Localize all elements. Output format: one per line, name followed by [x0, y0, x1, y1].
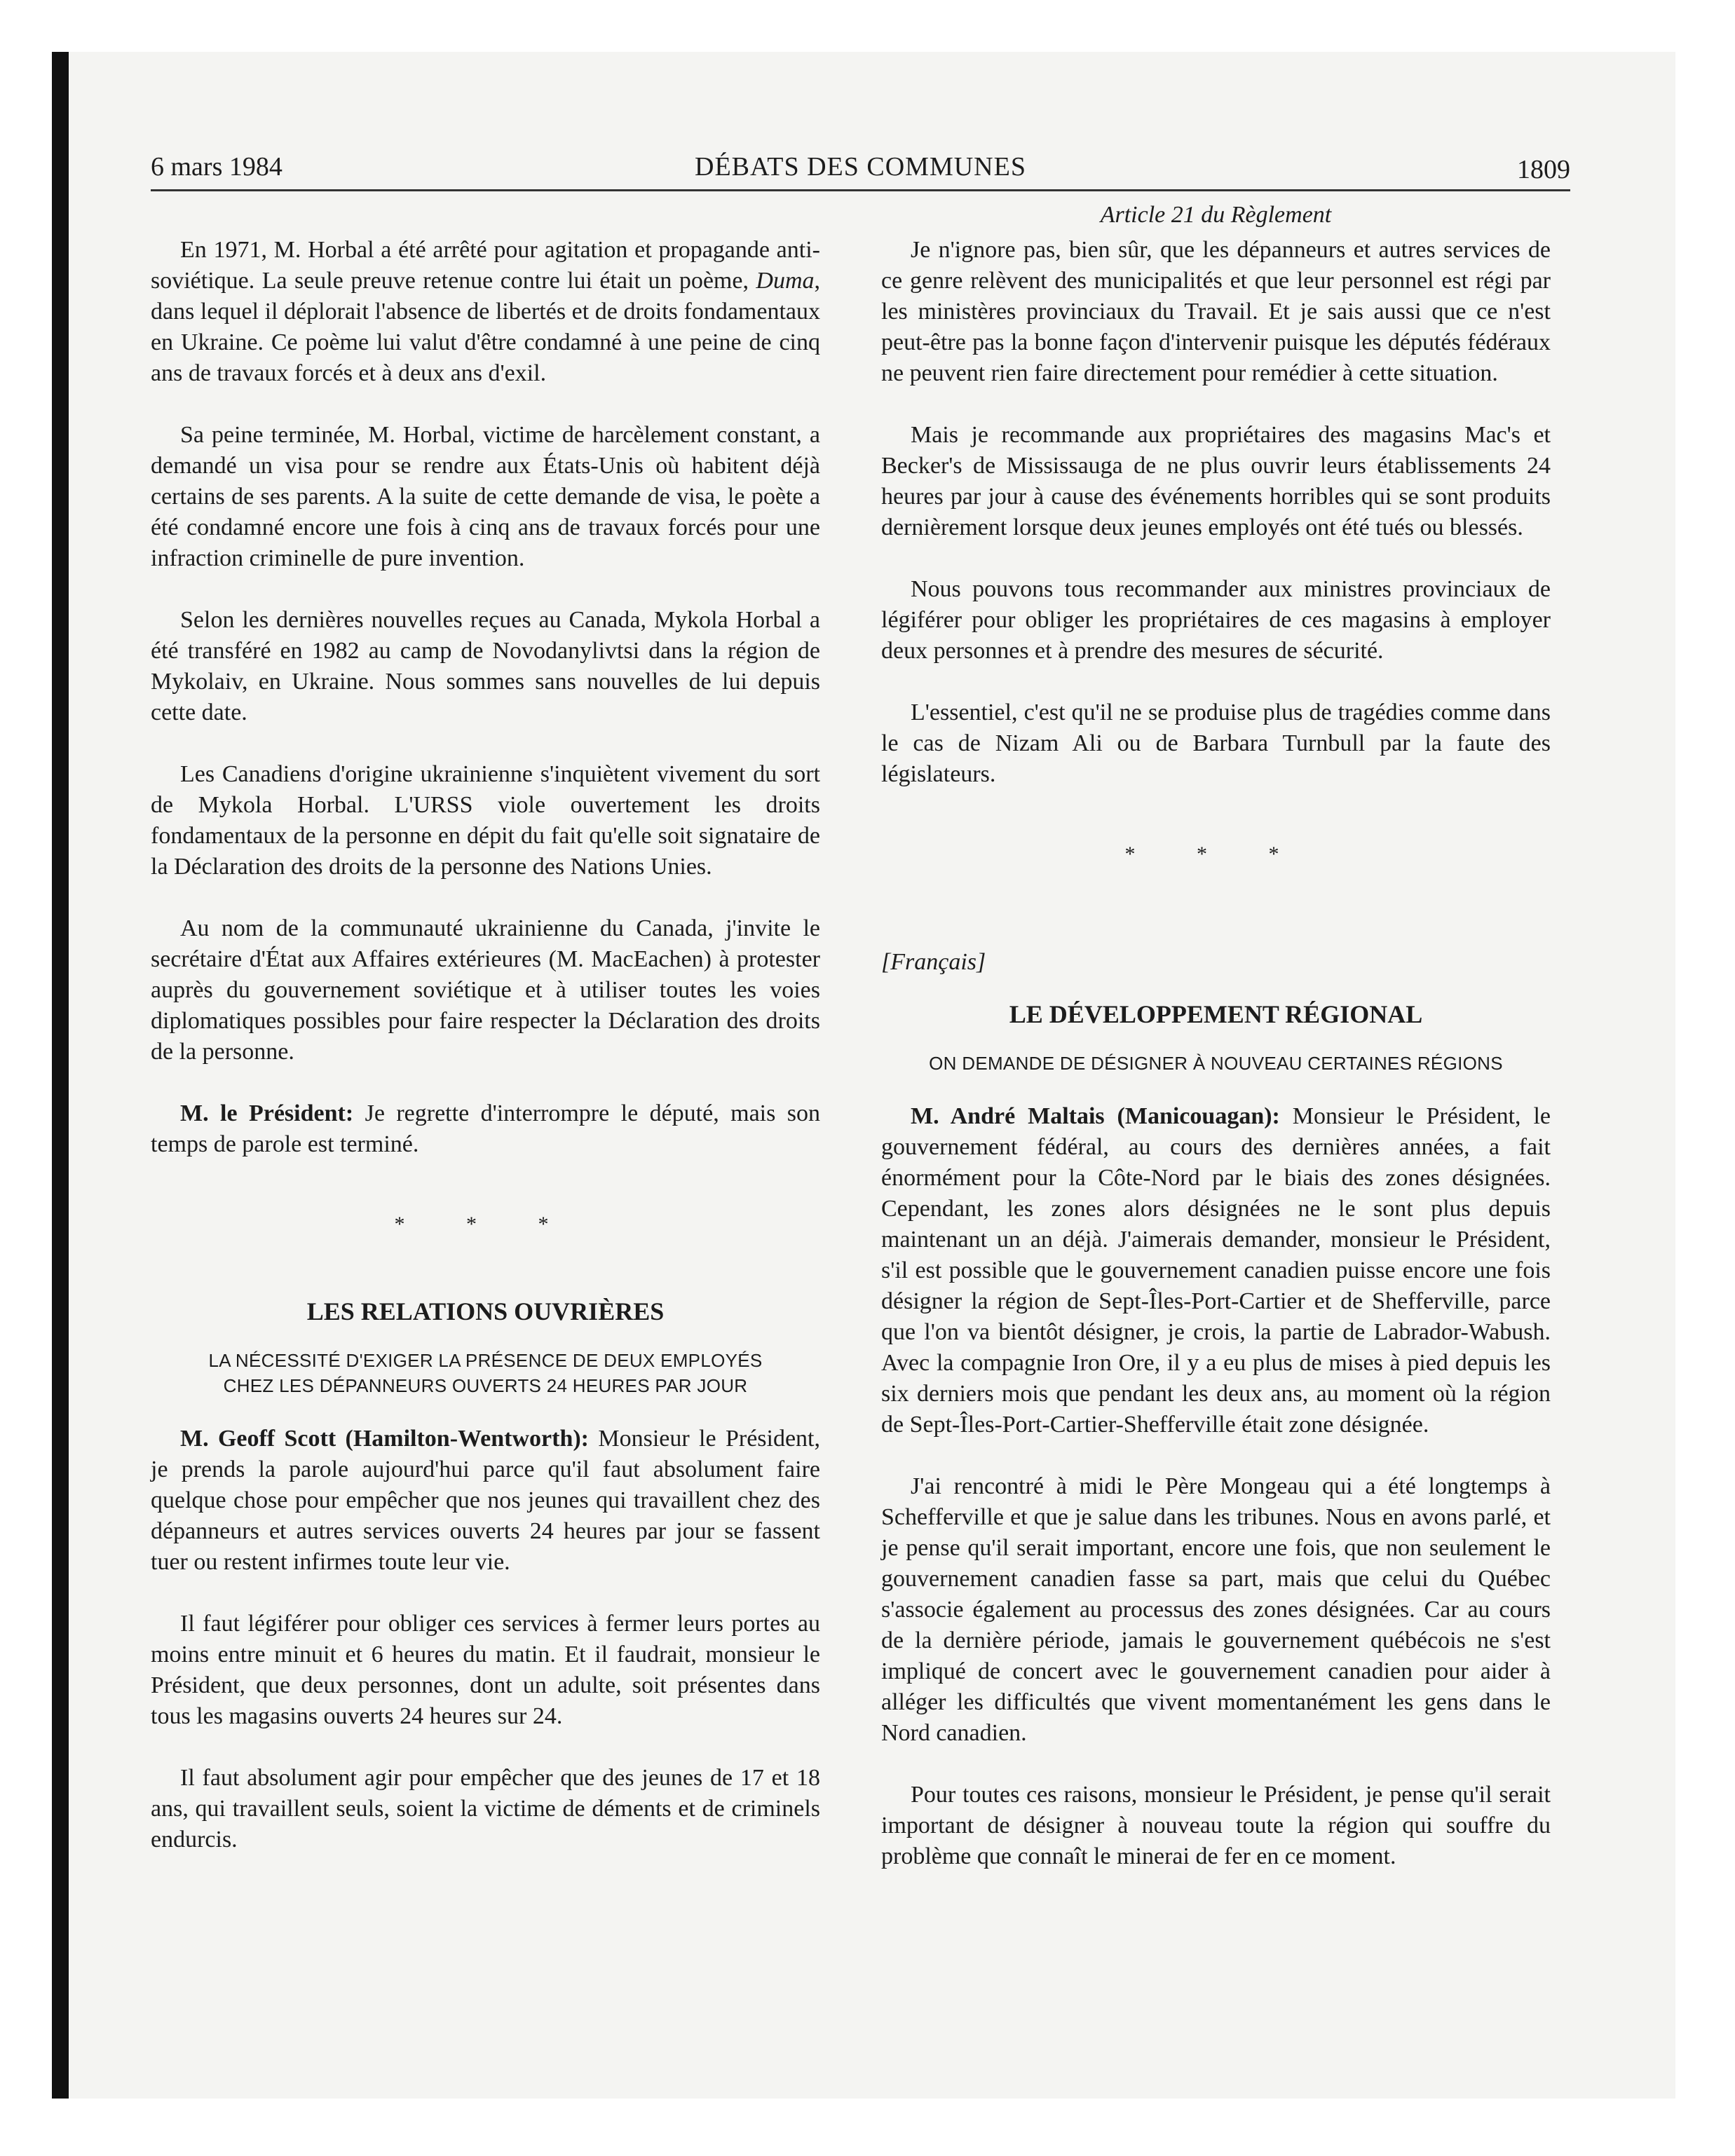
section-subtitle: ON DEMANDE DE DÉSIGNER À NOUVEAU CERTAINES RÉGIONS: [929, 1053, 1503, 1074]
section-title: LES RELATIONS OUVRIÈRES: [306, 1297, 665, 1325]
paragraph: L'essentiel, c'est qu'il ne se produise plus de tragédies comme dans le cas de Nizam Ali ou de Barbara Turnbull par la faute des législateurs.: [881, 700, 1551, 787]
paragraph: En 1971, M. Horbal a été arrêté pour agitation et propagande anti-soviétique. La seule preuve retenue contre lui était un poème, Duma, dans lequel il déplorait l'absence de libertés et de droits fondamentaux en Ukraine. Ce poème lui valut d'être condamné à une peine de cinq ans de travaux forcés et à deux ans d'exil.: [151, 237, 820, 386]
paragraph: J'ai rencontré à midi le Père Mongeau qui a été longtemps à Schefferville et que je salue dans les tribunes. Nous en avons parlé, et je pense qu'il serait important, encore une fois, que non seulement le gouvernement canadien fasse sa part, mais que celui du Québec s'associe également au processus des zones désignées. Car au cours de la dernière période, jamais le gouvernement québécois ne s'est impliqué de concert avec le gouvernement canadien pour aider à alléger les difficultés que vivent momentanément les gens dans le Nord canadien.: [881, 1473, 1551, 1746]
speaker-name: M. le Président:: [180, 1100, 354, 1126]
paragraph: M. André Maltais (Manicouagan): Monsieur le Président, le gouvernement fédéral, au cours des dernières années, a fait énormément pour la Côte-Nord par le biais des zones désignées. Cependant, les zones alors désignées ne le sont plus depuis maintenant un an déjà. J'aimerais demander, monsieur le Président, s'il est possible que le gouvernement canadien puisse encore une fois désigner la région de Sept-Îles-Port-Cartier et de Shefferville, parce que l'on va bientôt désigner, je crois, la partie de Labrador-Wabush. Avec la compagnie Iron Ore, il y a eu plus de mises à pied depuis les six derniers mois que pendant les deux ans, au moment où la région de Sept-Îles-Port-Cartier-Shefferville était zone désignée.: [881, 1103, 1551, 1438]
paragraph: Selon les dernières nouvelles reçues au Canada, Mykola Horbal a été transféré en 1982 au camp de Novodanylivtsi dans la région de Mykolaiv, en Ukraine. Nous sommes sans nouvelles de lui depuis cette date.: [151, 607, 820, 725]
paragraph: Les Canadiens d'origine ukrainienne s'inquiètent vivement du sort de Mykola Horbal. L'URSS viole ouvertement les droits fondamentaux de la personne en dépit du fait qu'elle soit signataire de la Déclaration des droits de la personne des Nations Unies.: [151, 761, 820, 880]
poem-title: Duma: [756, 268, 815, 294]
paragraph: M. le Président: Je regrette d'interrompre le député, mais son temps de parole est terminé.: [151, 1100, 821, 1157]
header-page-number: 1809: [1517, 155, 1570, 184]
left-column: [151, 200, 820, 1886]
section-separator: * * *: [394, 1213, 577, 1236]
section-subtitle: LA NÉCESSITÉ D'EXIGER LA PRÉSENCE DE DEUX EMPLOYÉS CHEZ LES DÉPANNEURS OUVERTS 24 HEURES PAR JOUR: [208, 1350, 763, 1396]
page-header: [151, 151, 1570, 191]
scan-edge: [52, 52, 69, 2099]
paragraph: M. Geoff Scott (Hamilton-Wentworth): Monsieur le Président, je prends la parole aujourd'hui parce qu'il faut absolument faire quelque chose pour empêcher que nos jeunes qui travaillent chez des dépanneurs et autres services ouverts 24 heures par jour se fassent tuer ou restent infirmes toute leur vie.: [151, 1426, 820, 1575]
paragraph: Il faut légiférer pour obliger ces services à fermer leurs portes au moins entre minuit et 6 heures du matin. Et il faudrait, monsieur le Président, que deux personnes, dont un adulte, soit présentes dans tous les magasins ouverts 24 heures sur 24.: [151, 1611, 820, 1729]
paragraph: Il faut absolument agir pour empêcher que des jeunes de 17 et 18 ans, qui travaillent seuls, soient la victime de déments et de criminels endurcis.: [151, 1765, 820, 1853]
section-title: LE DÉVELOPPEMENT RÉGIONAL: [1009, 1000, 1423, 1028]
paragraph: Au nom de la communauté ukrainienne du Canada, j'invite le secrétaire d'État aux Affaires extérieures (M. MacEachen) à protester auprès du gouvernement soviétique et à utiliser toutes les voies diplomatiques possibles pour faire respecter la Déclaration des droits de la personne.: [151, 915, 820, 1065]
speaker-name: M. Geoff Scott (Hamilton-Wentworth):: [180, 1426, 590, 1452]
header-date: 6 mars 1984: [151, 152, 283, 182]
right-column: [881, 200, 1551, 1903]
paragraph: Pour toutes ces raisons, monsieur le Président, je pense qu'il serait important de désigner à nouveau toute la région qui souffre du problème que connaît le minerai de fer en ce moment.: [881, 1782, 1551, 1869]
paragraph: Sa peine terminée, M. Horbal, victime de harcèlement constant, a demandé un visa pour se rendre aux États-Unis où habitent déjà certains de ses parents. A la suite de cette demande de visa, le poète a été condamné encore une fois à cinq ans de travaux forcés pour une infraction criminelle de pure invention.: [151, 422, 820, 571]
paragraph: Mais je recommande aux propriétaires des magasins Mac's et Becker's de Mississauga de ne plus ouvrir leurs établissements 24 heures par jour à cause des événements horribles qui se sont produits dernièrement lorsque deux jeunes employés ont été tués ou blessés.: [881, 422, 1551, 540]
paragraph: Nous pouvons tous recommander aux ministres provinciaux de légiférer pour obliger les propriétaires de ces magasins à employer deux personnes et à prendre des mesures de sécurité.: [881, 576, 1551, 664]
speaker-name: M. André Maltais (Manicouagan):: [911, 1103, 1280, 1129]
running-head: Article 21 du Règlement: [1100, 202, 1332, 228]
language-marker: [Français]: [881, 949, 986, 975]
header-publication: DÉBATS DES COMMUNES: [695, 152, 1026, 182]
paragraph: Je n'ignore pas, bien sûr, que les dépanneurs et autres services de ce genre relèvent des municipalités et que leur personnel est régi par les ministères provinciaux du Travail. Et je sais aussi que ce n'est peut-être pas la bonne façon d'intervenir puisque les députés fédéraux ne peuvent rien faire directement pour remédier à cette situation.: [881, 237, 1551, 386]
section-separator: * * *: [1124, 842, 1307, 866]
